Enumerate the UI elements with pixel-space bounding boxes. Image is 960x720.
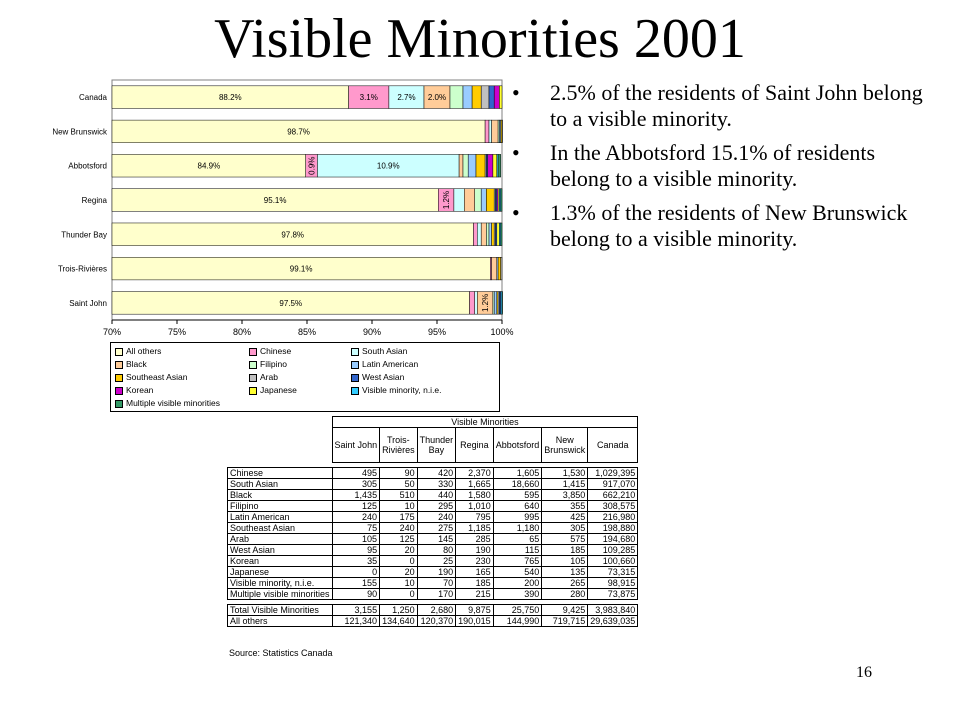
data-label: 10.9% — [376, 161, 400, 171]
table-cell: 595 — [493, 489, 542, 500]
table-cell: 200 — [493, 577, 542, 588]
table-cell: 1,250 — [380, 604, 418, 615]
table-row — [228, 478, 638, 489]
legend-swatch — [249, 348, 257, 356]
table-cell: 390 — [493, 588, 542, 599]
table-cell: 144,990 — [493, 615, 542, 626]
legend-swatch — [351, 361, 359, 369]
category-label: Trois-Rivières — [57, 264, 107, 274]
table-row — [228, 467, 638, 478]
bullet-text: 1.3% of the residents of New Brunswick belong to a visible minority. — [550, 200, 908, 251]
table-cell: 100,660 — [588, 555, 638, 566]
legend-swatch — [115, 348, 123, 356]
table-cell: 75 — [332, 522, 380, 533]
legend-item — [249, 359, 287, 369]
table-cell: 795 — [456, 511, 494, 522]
table-cell: 280 — [542, 588, 588, 599]
table-cell: 575 — [542, 533, 588, 544]
bar-segment — [473, 223, 477, 246]
table-column-header: Canada — [588, 428, 638, 463]
x-tick-label: 90% — [362, 327, 382, 337]
bullet-symbol: • — [512, 140, 520, 165]
legend-item — [115, 398, 220, 408]
legend-label: Southeast Asian — [126, 372, 188, 382]
table-row — [228, 533, 638, 544]
table-cell: 1,530 — [542, 467, 588, 478]
table-group-header: Visible Minorities — [332, 417, 638, 428]
legend-item — [115, 385, 153, 395]
table-cell: 73,875 — [588, 588, 638, 599]
table-cell: 1,415 — [542, 478, 588, 489]
table-cell: 50 — [380, 478, 418, 489]
table-row-label: Arab — [228, 533, 333, 544]
legend-swatch — [249, 387, 257, 395]
bullet-item — [512, 200, 932, 252]
table-row — [228, 489, 638, 500]
bar-segment — [494, 86, 499, 109]
page-number: 16 — [856, 664, 872, 681]
table-cell: 20 — [380, 566, 418, 577]
x-tick-label: 75% — [167, 327, 187, 337]
legend-label: Black — [126, 359, 147, 369]
x-tick-label: 70% — [102, 327, 122, 337]
data-label: 99.1% — [289, 264, 313, 274]
table-column-header: Trois- Rivières — [380, 428, 418, 463]
table-cell: 765 — [493, 555, 542, 566]
table-cell: 540 — [493, 566, 542, 577]
bar-segment — [489, 120, 492, 143]
legend-item — [351, 372, 404, 382]
bar-segment — [488, 154, 493, 177]
legend-swatch — [115, 361, 123, 369]
bar-segment — [486, 189, 494, 212]
bullet-item — [512, 80, 932, 132]
table-row — [228, 500, 638, 511]
bar-segment — [464, 189, 474, 212]
x-tick-label: 85% — [297, 327, 317, 337]
source-note: Source: Statistics Canada — [229, 648, 333, 658]
bar-segment — [485, 120, 489, 143]
table-cell: 190 — [417, 566, 456, 577]
table-row — [228, 577, 638, 588]
table-cell: 917,070 — [588, 478, 638, 489]
bar-segment — [494, 292, 497, 315]
table-cell: 95 — [332, 544, 380, 555]
table-cell: 9,425 — [542, 604, 588, 615]
bullet-text: In the Abbotsford 15.1% of residents belong to a visible minority. — [550, 140, 876, 191]
legend-item — [249, 346, 291, 356]
table-row-label: Visible minority, n.i.e. — [228, 577, 333, 588]
data-label: 1.2% — [442, 190, 452, 210]
bar-segment — [502, 292, 503, 315]
data-label: 1.2% — [481, 293, 491, 312]
legend-label: South Asian — [362, 346, 408, 356]
table-row-label: Japanese — [228, 566, 333, 577]
table-cell: 640 — [493, 500, 542, 511]
legend-swatch — [351, 374, 359, 382]
table-cell: 1,185 — [456, 522, 494, 533]
table-cell: 240 — [417, 511, 456, 522]
table-cell: 9,875 — [456, 604, 494, 615]
legend-label: Korean — [126, 385, 154, 395]
table-row-label: Chinese — [228, 467, 333, 478]
table-cell: 25,750 — [493, 604, 542, 615]
table-row — [228, 555, 638, 566]
category-label: Canada — [78, 93, 107, 103]
bullet-symbol: • — [512, 200, 520, 225]
slide-title: Visible Minorities 2001 — [214, 8, 746, 70]
table-cell: 25 — [417, 555, 456, 566]
bar-segment — [492, 223, 495, 246]
legend-swatch — [249, 361, 257, 369]
table-cell: 240 — [332, 511, 380, 522]
x-tick-label: 95% — [427, 327, 447, 337]
table-cell: 662,210 — [588, 489, 638, 500]
table-row-label: South Asian — [228, 478, 333, 489]
legend-swatch — [351, 387, 359, 395]
bar-segment — [498, 257, 501, 280]
table-row-label: All others — [228, 615, 333, 626]
table-cell: 230 — [456, 555, 494, 566]
table-row-label: Latin American — [228, 511, 333, 522]
table-row — [228, 604, 638, 615]
table-row-label: Total Visible Minorities — [228, 604, 333, 615]
table-cell: 240 — [380, 522, 418, 533]
data-label: 2.7% — [397, 93, 416, 103]
table-cell: 115 — [493, 544, 542, 555]
legend-swatch — [249, 374, 257, 382]
legend-item — [351, 346, 407, 356]
data-table — [227, 416, 638, 627]
table-row-label: Multiple visible minorities — [228, 588, 333, 599]
table-cell: 70 — [417, 577, 456, 588]
table-cell: 3,983,840 — [588, 604, 638, 615]
table-cell: 175 — [380, 511, 418, 522]
table-cell: 20 — [380, 544, 418, 555]
table-cell: 495 — [332, 467, 380, 478]
table-cell: 185 — [542, 544, 588, 555]
bar-segment — [492, 257, 497, 280]
legend-item — [249, 385, 297, 395]
legend-label: West Asian — [362, 372, 405, 382]
table-cell: 29,639,035 — [588, 615, 638, 626]
table-cell: 98,915 — [588, 577, 638, 588]
table-cell: 216,980 — [588, 511, 638, 522]
legend-item — [249, 372, 278, 382]
bar-segment — [459, 154, 463, 177]
data-label: 97.8% — [281, 230, 305, 240]
bar-segment — [501, 223, 502, 246]
chart-legend — [110, 342, 500, 412]
bar-segment — [481, 189, 486, 212]
table-cell: 0 — [380, 588, 418, 599]
table-cell: 105 — [332, 533, 380, 544]
stacked-bar-chart — [34, 76, 514, 340]
bullet-symbol: • — [512, 80, 520, 105]
table-cell: 2,680 — [417, 604, 456, 615]
table-cell: 285 — [456, 533, 494, 544]
bar-segment — [476, 154, 485, 177]
category-label: Thunder Bay — [61, 230, 107, 240]
bar-segment — [472, 86, 481, 109]
table-row — [228, 566, 638, 577]
bar-segment — [501, 189, 502, 212]
table-header-row — [228, 428, 638, 463]
table-cell: 355 — [542, 500, 588, 511]
table-cell: 155 — [332, 577, 380, 588]
category-label: Abbotsford — [68, 161, 107, 171]
table-cell: 198,880 — [588, 522, 638, 533]
table-cell: 125 — [380, 533, 418, 544]
table-cell: 1,435 — [332, 489, 380, 500]
table-cell: 105 — [542, 555, 588, 566]
table-cell: 134,640 — [380, 615, 418, 626]
table-cell: 90 — [380, 467, 418, 478]
bar-segment — [497, 223, 500, 246]
data-label: 88.2% — [218, 93, 242, 103]
bar-segment — [463, 86, 472, 109]
table-cell: 330 — [417, 478, 456, 489]
bar-segment — [481, 223, 486, 246]
bar-segment — [498, 154, 501, 177]
bar-segment — [502, 120, 503, 143]
table-cell: 265 — [542, 577, 588, 588]
table-row — [228, 588, 638, 599]
table-cell: 18,660 — [493, 478, 542, 489]
data-label: 3.1% — [359, 93, 378, 103]
table-cell: 35 — [332, 555, 380, 566]
table-row — [228, 615, 638, 626]
category-label: Regina — [81, 196, 107, 205]
table-column-header: New Brunswick — [542, 428, 588, 463]
legend-item — [351, 359, 418, 369]
table-blank-cell — [228, 428, 333, 463]
bullet-text: 2.5% of the residents of Saint John belong to a visible minority. — [550, 80, 923, 131]
table-cell: 719,715 — [542, 615, 588, 626]
bar-segment — [499, 86, 502, 109]
table-cell: 185 — [456, 577, 494, 588]
table-cell: 1,010 — [456, 500, 494, 511]
table-cell: 275 — [417, 522, 456, 533]
legend-swatch — [351, 348, 359, 356]
legend-label: All others — [126, 346, 162, 356]
data-label: 98.7% — [287, 127, 310, 137]
table-cell: 510 — [380, 489, 418, 500]
x-tick-label: 80% — [232, 327, 252, 337]
table-cell: 1,580 — [456, 489, 494, 500]
bar-segment — [470, 292, 475, 315]
legend-label: Japanese — [260, 385, 297, 395]
table-blank-cell — [228, 417, 333, 428]
table-cell: 135 — [542, 566, 588, 577]
table-cell: 0 — [332, 566, 380, 577]
bar-segment — [486, 223, 489, 246]
bar-segment — [454, 189, 464, 212]
bar-segment — [493, 154, 497, 177]
table-cell: 305 — [542, 522, 588, 533]
legend-swatch — [115, 400, 123, 408]
bar-segment — [489, 223, 492, 246]
legend-item — [115, 372, 187, 382]
table-row — [228, 544, 638, 555]
table-cell: 1,605 — [493, 467, 542, 478]
table-cell: 190,015 — [456, 615, 494, 626]
data-label: 0.9% — [307, 156, 317, 175]
table-cell: 80 — [417, 544, 456, 555]
bar-segment — [463, 154, 468, 177]
table-row-label: Southeast Asian — [228, 522, 333, 533]
table-cell: 1,665 — [456, 478, 494, 489]
legend-item — [115, 359, 147, 369]
table-cell: 10 — [380, 577, 418, 588]
table-cell: 65 — [493, 533, 542, 544]
table-cell: 295 — [417, 500, 456, 511]
table-cell: 305 — [332, 478, 380, 489]
legend-label: Visible minority, n.i.e. — [362, 385, 442, 395]
table-cell: 90 — [332, 588, 380, 599]
table-cell: 145 — [417, 533, 456, 544]
table-cell: 425 — [542, 511, 588, 522]
table-cell: 121,340 — [332, 615, 380, 626]
table-group-header-row — [228, 417, 638, 428]
data-label: 97.5% — [279, 298, 303, 308]
table-column-header: Abbotsford — [493, 428, 542, 463]
legend-label: Filipino — [260, 359, 287, 369]
table-cell: 440 — [417, 489, 456, 500]
table-cell: 3,155 — [332, 604, 380, 615]
table-cell: 1,180 — [493, 522, 542, 533]
bar-segment — [492, 120, 499, 143]
bar-segment — [475, 189, 482, 212]
table-cell: 308,575 — [588, 500, 638, 511]
bar-segment — [489, 86, 494, 109]
legend-swatch — [115, 374, 123, 382]
table-cell: 170 — [417, 588, 456, 599]
table-cell: 109,285 — [588, 544, 638, 555]
legend-label: Chinese — [260, 346, 292, 356]
table-cell: 10 — [380, 500, 418, 511]
table-cell: 0 — [380, 555, 418, 566]
table-row-label: Filipino — [228, 500, 333, 511]
legend-swatch — [115, 387, 123, 395]
legend-label: Multiple visible minorities — [126, 398, 221, 408]
legend-item — [351, 385, 442, 395]
x-tick-label: 100% — [490, 327, 514, 337]
table-cell: 2,370 — [456, 467, 494, 478]
table-row — [228, 522, 638, 533]
bar-segment — [501, 257, 502, 280]
data-label: 84.9% — [197, 161, 221, 171]
table-cell: 215 — [456, 588, 494, 599]
bar-segment — [468, 154, 476, 177]
bar-segment — [475, 292, 478, 315]
data-label: 2.0% — [427, 93, 447, 103]
category-label: Saint John — [69, 298, 107, 308]
legend-item — [115, 346, 161, 356]
bar-segment — [481, 86, 489, 109]
legend-label: Latin American — [362, 359, 419, 369]
table-cell: 1,029,395 — [588, 467, 638, 478]
table-cell: 73,315 — [588, 566, 638, 577]
table-cell: 995 — [493, 511, 542, 522]
category-label: New Brunswick — [52, 127, 107, 137]
table-column-header: Regina — [456, 428, 494, 463]
table-row — [228, 511, 638, 522]
table-cell: 190 — [456, 544, 494, 555]
bar-segment — [450, 86, 463, 109]
table-cell: 420 — [417, 467, 456, 478]
bar-segment — [477, 223, 481, 246]
table-cell: 194,680 — [588, 533, 638, 544]
table-cell: 120,370 — [417, 615, 456, 626]
data-label: 95.1% — [263, 196, 287, 205]
table-row-label: West Asian — [228, 544, 333, 555]
table-cell: 3,850 — [542, 489, 588, 500]
table-row-label: Korean — [228, 555, 333, 566]
bullet-item — [512, 140, 932, 192]
legend-label: Arab — [260, 372, 278, 382]
table-cell: 165 — [456, 566, 494, 577]
table-column-header: Thunder Bay — [417, 428, 456, 463]
table-column-header: Saint John — [332, 428, 380, 463]
table-cell: 125 — [332, 500, 380, 511]
table-row-label: Black — [228, 489, 333, 500]
bullet-list — [512, 80, 932, 260]
